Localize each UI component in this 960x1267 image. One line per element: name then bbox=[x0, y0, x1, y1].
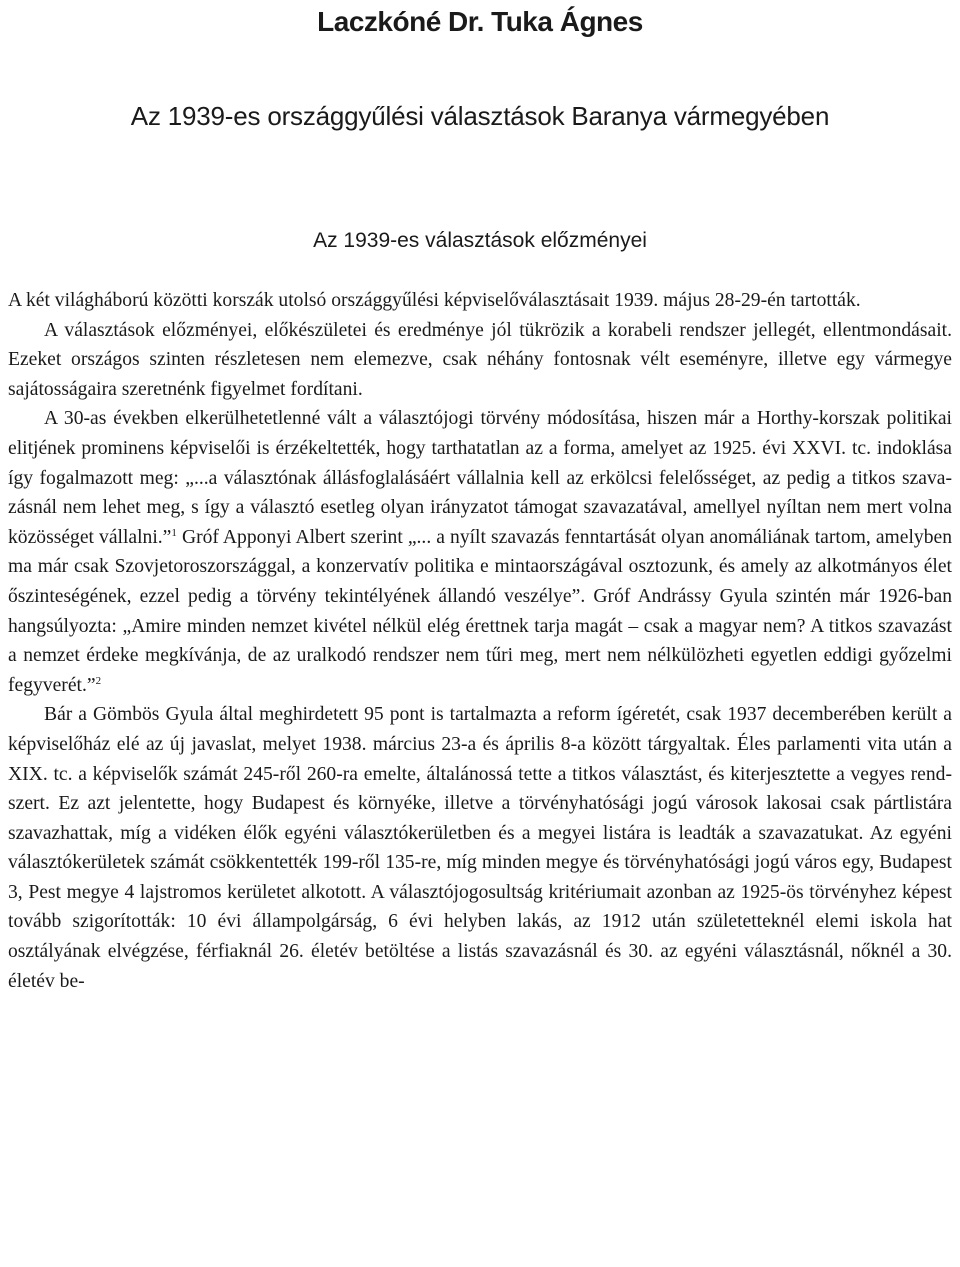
footnote-ref-2[interactable]: 2 bbox=[95, 674, 102, 687]
author-name: Laczkóné Dr. Tuka Ágnes bbox=[317, 6, 643, 37]
article-title: Az 1939-es országgyűlési választások Baranya vármegyében bbox=[130, 101, 830, 131]
footnote-ref-1[interactable]: 1 bbox=[171, 526, 177, 539]
paragraph-3 bbox=[8, 404, 952, 700]
paragraph-3-text-b: Gróf Apponyi Albert szerint „... a nyílt szavazás fenntartását olyan anomáliának tartom, amelyben ma már csak Szovjetoroszországgal, a konzervatív politika e mintaországával osztozunk, és amely az alkotmányos élet őszinteségének, ezzel pedig a törvény tekintélyének állandó veszélye”. Gróf Andrássy Gyula szintén már 1926-ban hangsúlyozta: „Amire minden nemzet kivétel nélkül elég érettnek tarja magát – csak a magyar nem? A titkos szavazást a nemzet érdeke megkívánja, de az uralkodó rendszer nem tűri meg, mert nem nélkülözheti egyetlen eddigi győzelmi fegyverét.” bbox=[8, 526, 952, 696]
article-body bbox=[8, 286, 952, 996]
paragraph-2: A választások előzményei, előkészületei és eredménye jól tükrözik a korabeli rendszer jellegét, ellentmondásait. Ezeket országos szinten részletesen nem elemezve, csak néhány fontosnak vélt eseményre, illetve egy vármegye sajátosságaira szeretnénk figyelmet fordítani. bbox=[8, 319, 952, 400]
paragraph-3-text-a: A 30-as években elkerülhetetlenné vált a választójogi törvény módosítása, hiszen már a Horthy-korszak politikai elitjének prominens képviselői is érzékeltették, hogy tarthatatlan az a forma, amelyet az 1925. évi XXVI. tc. indoklása így fogalmazott meg: „...a választónak állásfoglalásáért vállalnia kell az erkölcsi felelősséget, az pedig a titkos szavazásnál nem lehet meg, s így a választó esetleg olyan irányzatot támogat szavazatával, amellyel nyíltan nem mert volna közösséget vállalni.” bbox=[8, 408, 952, 548]
paragraph-1: A két világháború közötti korszák utolsó országgyűlési képviselőválasztásait 1939. május 28-29-én tartották. bbox=[8, 290, 861, 311]
section-title: Az 1939-es választások előzményei bbox=[313, 229, 647, 252]
paragraph-4: Bár a Gömbös Gyula által meghirdetett 95 pont is tartalmazta a reform ígéretét, csak 1937 decemberében került a képviselőház elé az új javaslat, melyet 1938. március 23-a és április 8-a között tárgyaltak. Éles parlamenti vita után a XIX. tc. a képviselők számát 245-ről 260-ra emelte, általánossá tette a titkos választást, és kiterjesztette a vegyes rendszert. Ez azt jelentette, hogy Budapest és környéke, illetve a törvényhatósági jogú városok lakosai csak pártlistára szavazhattak, míg a vidéken élők egyéni választókerületben és a megyei listára is leadták a szavazatukat. Az egyéni választókerületek számát csökkentették 199-ről 135-re, míg minden megye és törvényhatósági jogú város egy, Budapest 3, Pest megye 4 lajstromos kerületet alkotott. A választójogosultság kritériumait azonban az 1925-ös törvényhez képest tovább szigorították: 10 évi állampolgárság, 6 évi helyben lakás, az 1912 után születetteknél elemi iskola hat osztályának elvégzése, férfiaknál 26. életév betöltése a listás szavazásnál és 30. az egyéni választásnál, nőknél a 30. életév be- bbox=[8, 704, 952, 992]
